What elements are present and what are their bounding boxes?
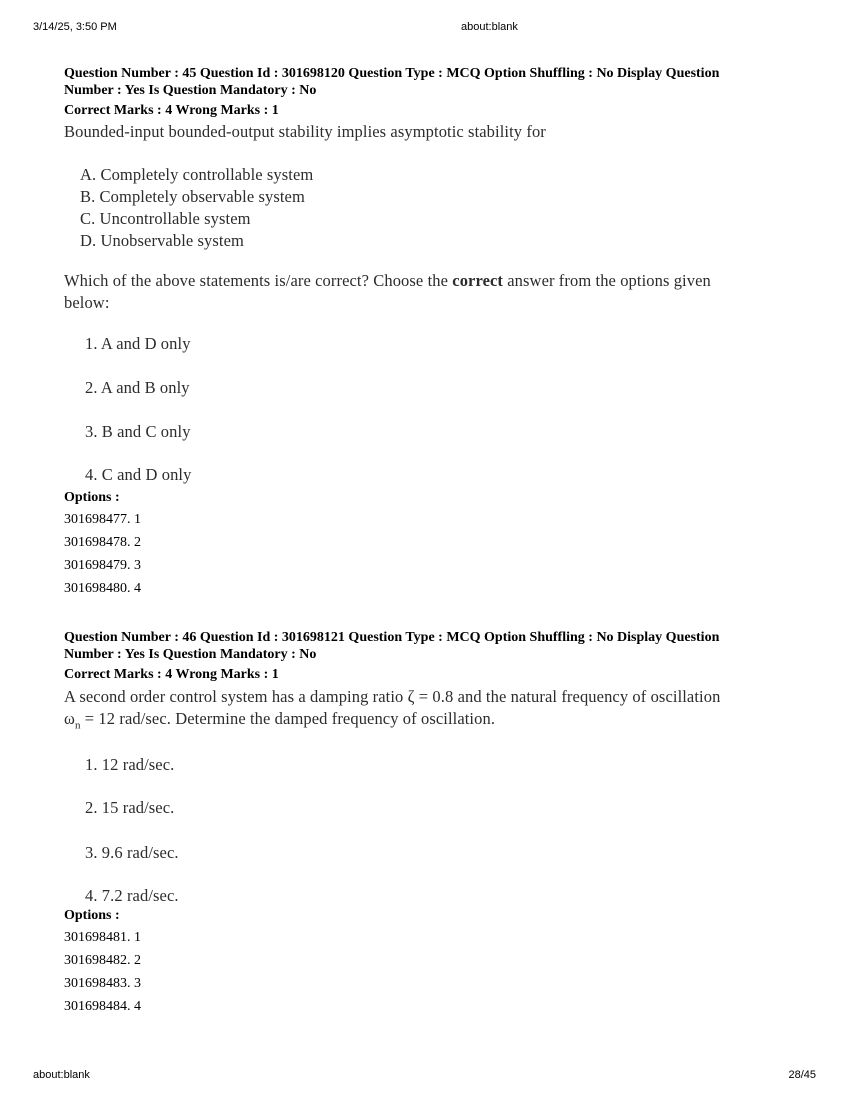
q45-option-4: 301698480. 4 bbox=[64, 581, 141, 596]
omega-symbol: ω bbox=[64, 709, 75, 728]
q45-option-1: 301698477. 1 bbox=[64, 512, 141, 527]
question-45-stem: Bounded-input bounded-output stability implies asymptotic stability for bbox=[64, 122, 546, 141]
instruction-line2: below: bbox=[64, 293, 110, 312]
q45-choice-4: 4. C and D only bbox=[85, 465, 192, 484]
question-46-meta bbox=[64, 629, 804, 683]
instruction-pre: Which of the above statements is/are correct? Choose the bbox=[64, 271, 453, 290]
question-46-stem bbox=[64, 686, 824, 736]
print-url: about:blank bbox=[461, 21, 518, 33]
question-46-marks: Correct Marks : 4 Wrong Marks : 1 bbox=[64, 667, 279, 682]
question-45-meta bbox=[64, 65, 804, 119]
q46-options-title: Options : bbox=[64, 908, 120, 923]
question-45-statements bbox=[80, 164, 820, 252]
print-datetime: 3/14/25, 3:50 PM bbox=[33, 21, 117, 33]
page-number: 28/45 bbox=[788, 1069, 816, 1081]
q45-option-2: 301698478. 2 bbox=[64, 535, 141, 550]
q46-choice-4: 4. 7.2 rad/sec. bbox=[85, 886, 179, 905]
question-45-meta-line1: Question Number : 45 Question Id : 301698120 Question Type : MCQ Option Shuffling : No Display Question bbox=[64, 66, 720, 81]
question-46-stem-line2: = 12 rad/sec. Determine the damped frequency of oscillation. bbox=[80, 709, 496, 728]
q46-option-4: 301698484. 4 bbox=[64, 999, 141, 1014]
statement-a: A. Completely controllable system bbox=[80, 165, 314, 184]
statement-b: B. Completely observable system bbox=[80, 187, 305, 206]
omega-subscript: n bbox=[74, 719, 81, 732]
question-45-marks: Correct Marks : 4 Wrong Marks : 1 bbox=[64, 103, 279, 118]
q46-option-3: 301698483. 3 bbox=[64, 976, 141, 991]
q45-choice-2: 2. A and B only bbox=[85, 378, 190, 397]
question-45-instruction bbox=[64, 270, 804, 314]
statement-d: D. Unobservable system bbox=[80, 231, 244, 250]
instruction-post: answer from the options given bbox=[503, 271, 711, 290]
q46-choice-1: 1. 12 rad/sec. bbox=[85, 755, 175, 774]
q45-choice-1: 1. A and D only bbox=[85, 334, 191, 353]
question-46-stem-line1: A second order control system has a damping ratio ζ = 0.8 and the natural frequency of oscillation bbox=[64, 687, 721, 706]
q46-choice-2: 2. 15 rad/sec. bbox=[85, 798, 175, 817]
footer-url: about:blank bbox=[33, 1069, 90, 1081]
q45-options-title: Options : bbox=[64, 490, 120, 505]
question-46-meta-line1: Question Number : 46 Question Id : 301698121 Question Type : MCQ Option Shuffling : No Display Question bbox=[64, 630, 720, 645]
question-46-meta-line2: Number : Yes Is Question Mandatory : No bbox=[64, 647, 317, 662]
q46-option-1: 301698481. 1 bbox=[64, 930, 141, 945]
q45-choice-3: 3. B and C only bbox=[85, 422, 191, 441]
q45-option-3: 301698479. 3 bbox=[64, 558, 141, 573]
instruction-bold: correct bbox=[452, 271, 504, 290]
statement-c: C. Uncontrollable system bbox=[80, 209, 251, 228]
q46-option-2: 301698482. 2 bbox=[64, 953, 141, 968]
question-45-meta-line2: Number : Yes Is Question Mandatory : No bbox=[64, 83, 317, 98]
q46-choice-3: 3. 9.6 rad/sec. bbox=[85, 843, 179, 862]
